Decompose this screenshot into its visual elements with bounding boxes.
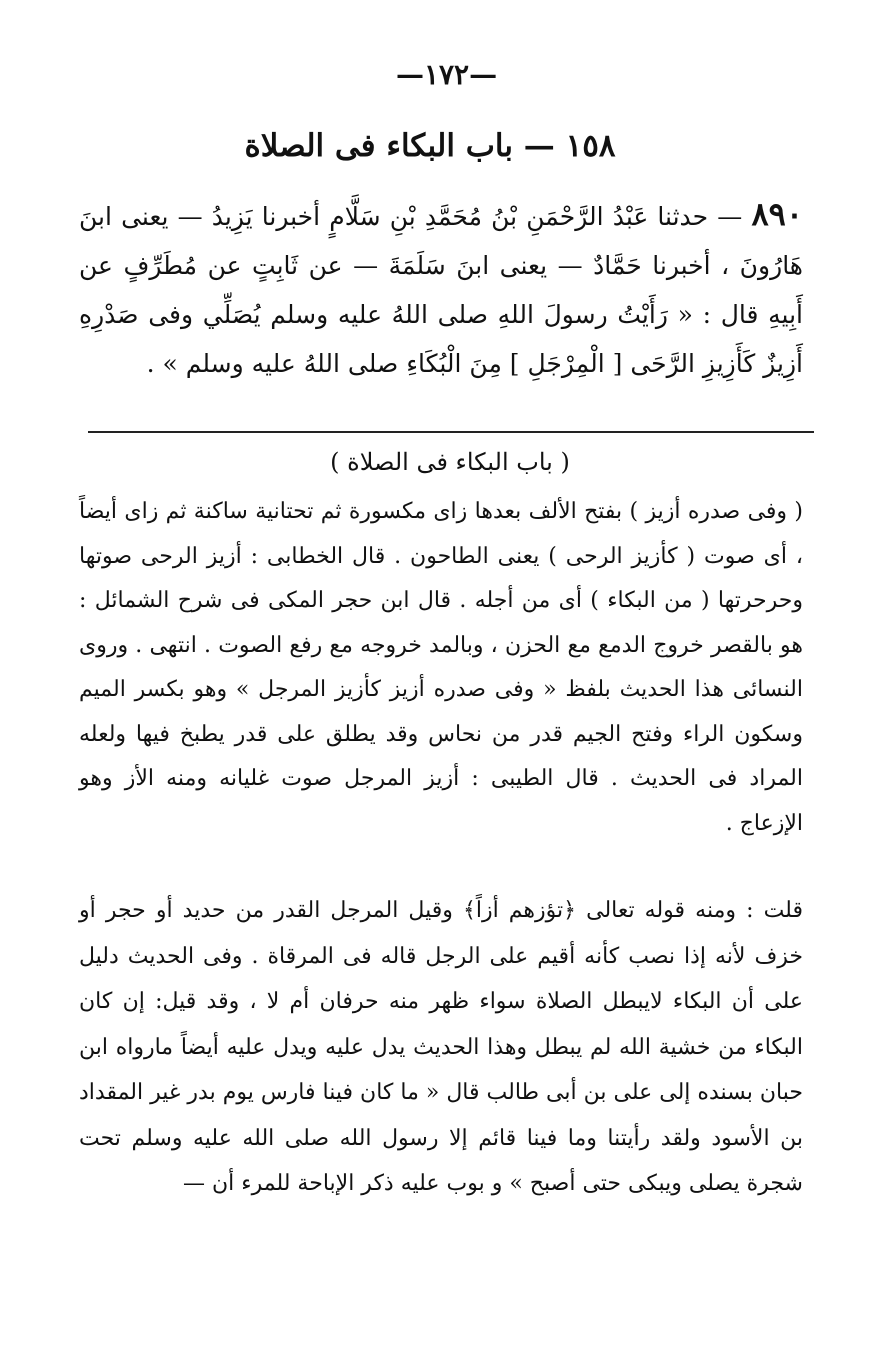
page-number: —١٧٢— bbox=[395, 58, 498, 91]
hadith-number: ٨٩٠ bbox=[751, 195, 803, 233]
hadith-text: — حدثنا عَبْدُ الرَّحْمَنِ بْنُ مُحَمَّدِ بْنِ سَلَّامٍ أخبرنا يَزِيدُ — يعنى ابنَ هَارُونَ ، أخبرنا حَمَّادٌ — يعنى ابنَ سَلَمَةَ — عن ثَابِتٍ عن مُطَرِّفٍ عن أَبِيهِ قال : « رَأَيْتُ رسولَ اللهِ صلى اللهُ عليه وسلم يُصَلِّي وفى صَدْرِهِ أَزِيزٌ كَأَزِيزِ الرَّحَى [ الْمِرْجَلِ ] مِنَ الْبُكَاءِ صلى اللهُ عليه وسلم » . bbox=[79, 202, 803, 378]
note-block bbox=[79, 888, 803, 1207]
hadith-paragraph bbox=[79, 190, 803, 388]
section-divider bbox=[88, 431, 814, 433]
commentary-title: ( باب البكاء فى الصلاة ) bbox=[330, 448, 570, 476]
hadith-block bbox=[79, 190, 803, 388]
commentary-block bbox=[79, 490, 803, 846]
commentary-text: ( وفى صدره أزيز ) بفتح الألف بعدها زاى مكسورة ثم تحتانية ساكنة ثم زاى أيضاً ، أى صوت ( كأزيز الرحى ) يعنى الطاحون . قال الخطابى : أزيز الرحى صوتها وحرحرتها ( من البكاء ) أى من أجله . قال ابن حجر المكى فى شرح الشمائل : هو بالقصر خروج الدمع مع الحزن ، وبالمد خروجه مع رفع الصوت . انتهى . وروى النسائى هذا الحديث بلفظ « وفى صدره أزيز كأزيز المرجل » وهو بكسر الميم وسكون الراء وفتح الجيم قدر من نحاس وقد يطلق على قدر يطبخ فيها ولعله المراد فى الحديث . قال الطيبى : أزيز المرجل صوت غليانه ومنه الأز وهو الإزعاج . bbox=[79, 499, 803, 836]
note-text: قلت : ومنه قوله تعالى ﴿تؤزهم أزاً﴾ وقيل المرجل القدر من حديد أو حجر أو خزف لأنه إذا نصب كأنه أقيم على الرجل قاله فى المرقاة . وفى الحديث دليل على أن البكاء لايبطل الصلاة سواء ظهر منه حرفان أم لا ، وقد قيل: إن كان البكاء من خشية الله لم يبطل وهذا الحديث يدل عليه ويدل عليه أيضاً مارواه ابن حبان بسنده إلى على بن أبى طالب قال « ما كان فينا فارس يوم بدر غير المقداد بن الأسود ولقد رأيتنا وما فينا قائم إلا رسول الله صلى الله عليه وسلم تحت شجرة يصلى ويبكى حتى أصبح » و بوب عليه ذكر الإباحة للمرء أن — bbox=[79, 898, 803, 1196]
chapter-heading: ١٥٨ — باب البكاء فى الصلاة bbox=[244, 128, 616, 164]
